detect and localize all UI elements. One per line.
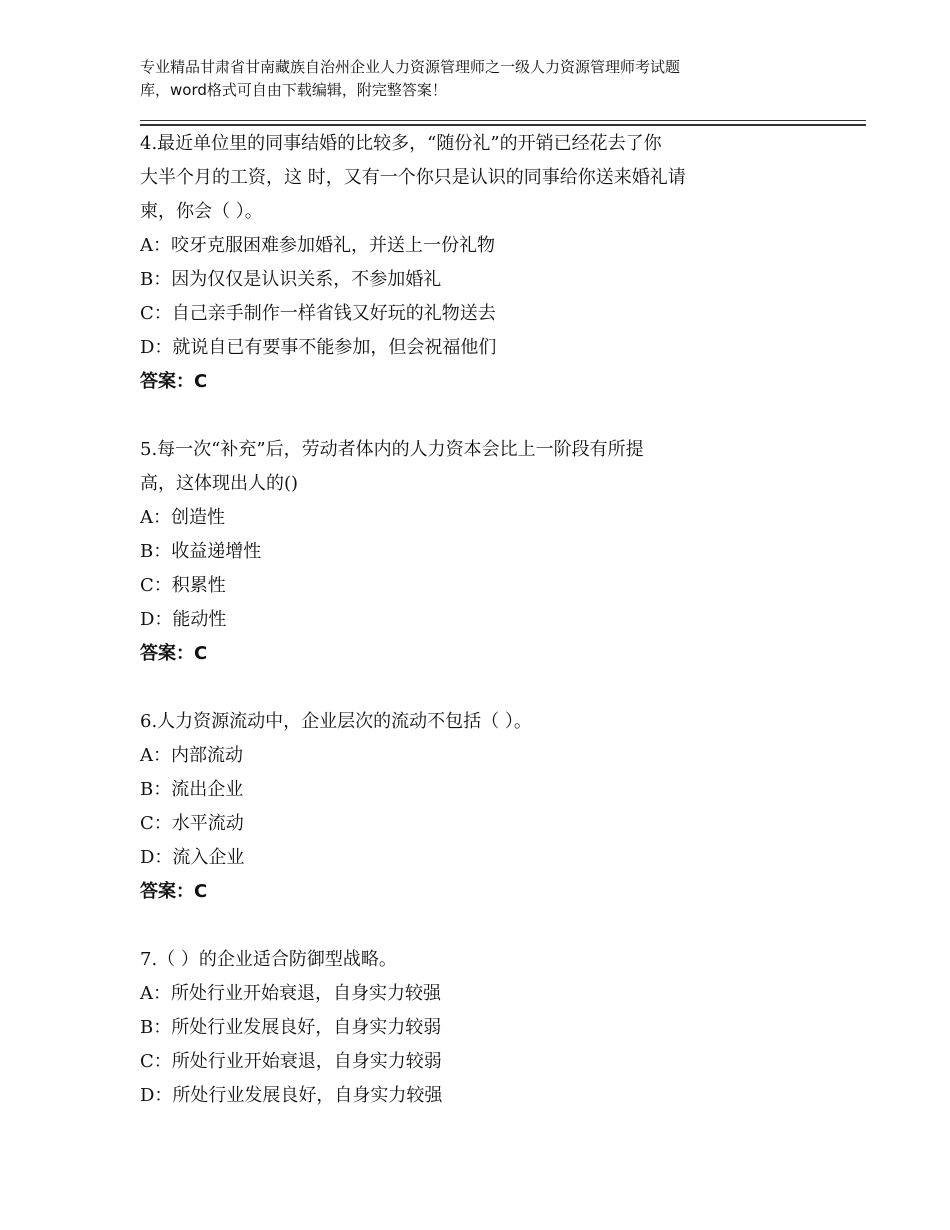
question-7 bbox=[140, 943, 820, 1113]
answer-label: 答案：C bbox=[140, 371, 208, 392]
option-c: C：所处行业开始衰退，自身实力较弱 bbox=[140, 1051, 442, 1072]
answer-label: 答案：C bbox=[140, 643, 208, 664]
option-c: C：水平流动 bbox=[140, 813, 244, 834]
option-c: C：积累性 bbox=[140, 575, 226, 596]
option-b: B：所处行业发展良好，自身实力较弱 bbox=[140, 1017, 442, 1038]
question-text-line: 4.最近单位里的同事结婚的比较多，“随份礼”的开销已经花去了你 bbox=[140, 133, 662, 154]
option-a: A：创造性 bbox=[140, 507, 225, 528]
option-d: D：就说自已有要事不能参加，但会祝福他们 bbox=[140, 337, 497, 358]
question-text-line: 柬，你会（ ）。 bbox=[140, 201, 263, 222]
header-divider-thick bbox=[140, 124, 866, 126]
document-header bbox=[140, 56, 840, 102]
question-5 bbox=[140, 433, 820, 671]
option-b: B：收益递增性 bbox=[140, 541, 262, 562]
question-text-line: 5.每一次“补充”后，劳动者体内的人力资本会比上一阶段有所提 bbox=[140, 439, 644, 460]
option-c: C：自己亲手制作一样省钱又好玩的礼物送去 bbox=[140, 303, 496, 324]
question-text-line: 大半个月的工资，这 时，又有一个你只是认识的同事给你送来婚礼请 bbox=[140, 167, 686, 188]
header-line-2: 库，word格式可自由下载编辑，附完整答案！ bbox=[140, 81, 447, 99]
question-text-line: 7.（ ）的企业适合防御型战略。 bbox=[140, 949, 397, 970]
question-4 bbox=[140, 127, 820, 399]
option-a: A：咬牙克服困难参加婚礼，并送上一份礼物 bbox=[140, 235, 495, 256]
question-text-line: 6.人力资源流动中，企业层次的流动不包括（ ）。 bbox=[140, 711, 532, 732]
option-d: D：流入企业 bbox=[140, 847, 245, 868]
option-a: A：所处行业开始衰退，自身实力较强 bbox=[140, 983, 441, 1004]
option-b: B：因为仅仅是认识关系，不参加婚礼 bbox=[140, 269, 442, 290]
header-line-1: 专业精品甘肃省甘南藏族自治州企业人力资源管理师之一级人力资源管理师考试题 bbox=[140, 58, 681, 76]
option-d: D：所处行业发展良好，自身实力较强 bbox=[140, 1085, 443, 1106]
question-6 bbox=[140, 705, 820, 909]
question-list bbox=[140, 127, 820, 1113]
option-a: A：内部流动 bbox=[140, 745, 243, 766]
spacer bbox=[140, 399, 820, 433]
header-divider-thin bbox=[140, 120, 866, 121]
question-text-line: 高，这体现出人的() bbox=[140, 473, 299, 494]
option-d: D：能动性 bbox=[140, 609, 227, 630]
answer-label: 答案：C bbox=[140, 881, 208, 902]
spacer bbox=[140, 671, 820, 705]
spacer bbox=[140, 909, 820, 943]
option-b: B：流出企业 bbox=[140, 779, 244, 800]
